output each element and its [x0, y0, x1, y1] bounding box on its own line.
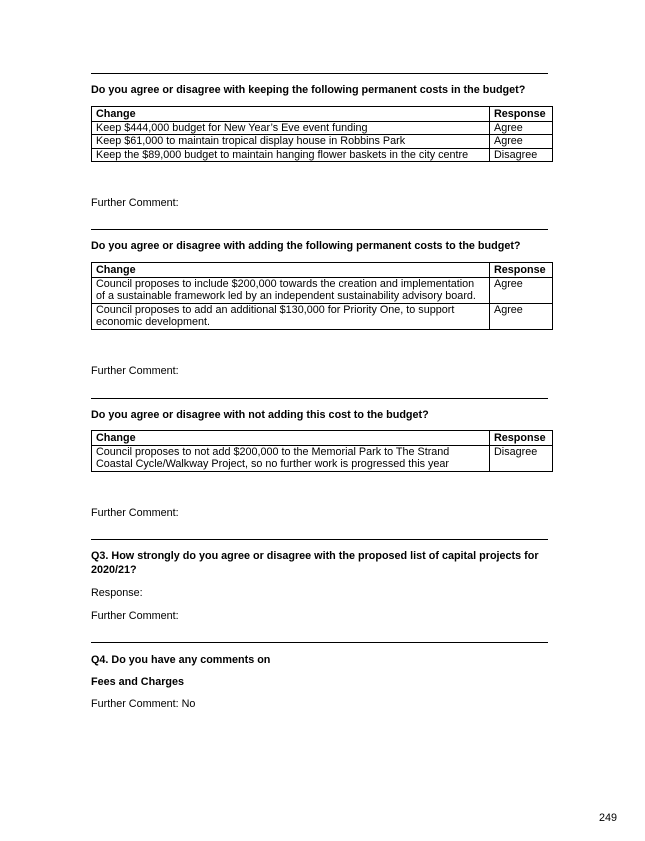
change-cell: Keep the $89,000 budget to maintain hanging flower baskets in the city centre [92, 148, 490, 162]
divider [91, 539, 548, 540]
not-adding-cost-table [91, 430, 553, 472]
table-row [92, 303, 553, 329]
further-comment-label: Further Comment: [91, 197, 179, 209]
further-comment-label: Further Comment: [91, 507, 179, 519]
change-cell: Keep $61,000 to maintain tropical display house in Robbins Park [92, 135, 490, 149]
column-header-response: Response [490, 107, 553, 122]
response-cell: Agree [490, 121, 553, 135]
table-row [92, 121, 553, 135]
add-costs-table [91, 262, 553, 330]
column-header-response: Response [490, 431, 553, 446]
further-comment-label: Further Comment: No [91, 698, 196, 710]
further-comment-label: Further Comment: [91, 365, 179, 377]
divider [91, 73, 548, 74]
question-keep-costs: Do you agree or disagree with keeping the following permanent costs in the budget? [91, 84, 526, 96]
page-number: 249 [598, 812, 617, 824]
change-cell: Council proposes to add an additional $130,000 for Priority One, to support economic development. [92, 303, 490, 329]
table-row [92, 148, 553, 162]
subheading-fees-and-charges: Fees and Charges [91, 676, 185, 688]
response-cell: Agree [490, 135, 553, 149]
further-comment-label: Further Comment: [91, 610, 179, 622]
change-cell: Council proposes to include $200,000 towards the creation and implementation of a sustainable framework led by an independent sustainability advisory board. [92, 277, 490, 303]
response-cell: Agree [490, 277, 553, 303]
response-cell: Agree [490, 303, 553, 329]
column-header-response: Response [490, 263, 553, 278]
question-q3: Q3. How strongly do you agree or disagree with the proposed list of capital projects for 2020/21? [91, 550, 539, 576]
divider [91, 398, 548, 399]
divider [91, 229, 548, 230]
question-q4: Q4. Do you have any comments on [91, 654, 271, 666]
table-row [92, 135, 553, 149]
question-not-adding-cost: Do you agree or disagree with not adding this cost to the budget? [91, 409, 429, 421]
response-label: Response: [91, 587, 143, 599]
column-header-change: Change [92, 431, 490, 446]
keep-costs-table [91, 106, 553, 162]
column-header-change: Change [92, 263, 490, 278]
change-cell: Keep $444,000 budget for New Year’s Eve event funding [92, 121, 490, 135]
question-add-costs: Do you agree or disagree with adding the following permanent costs to the budget? [91, 240, 521, 252]
response-cell: Disagree [490, 445, 553, 471]
response-cell: Disagree [490, 148, 553, 162]
table-row [92, 445, 553, 471]
table-row [92, 277, 553, 303]
divider [91, 642, 548, 643]
change-cell: Council proposes to not add $200,000 to the Memorial Park to The Strand Coastal Cycle/Walkway Project, so no further work is progressed this year [92, 445, 490, 471]
column-header-change: Change [92, 107, 490, 122]
